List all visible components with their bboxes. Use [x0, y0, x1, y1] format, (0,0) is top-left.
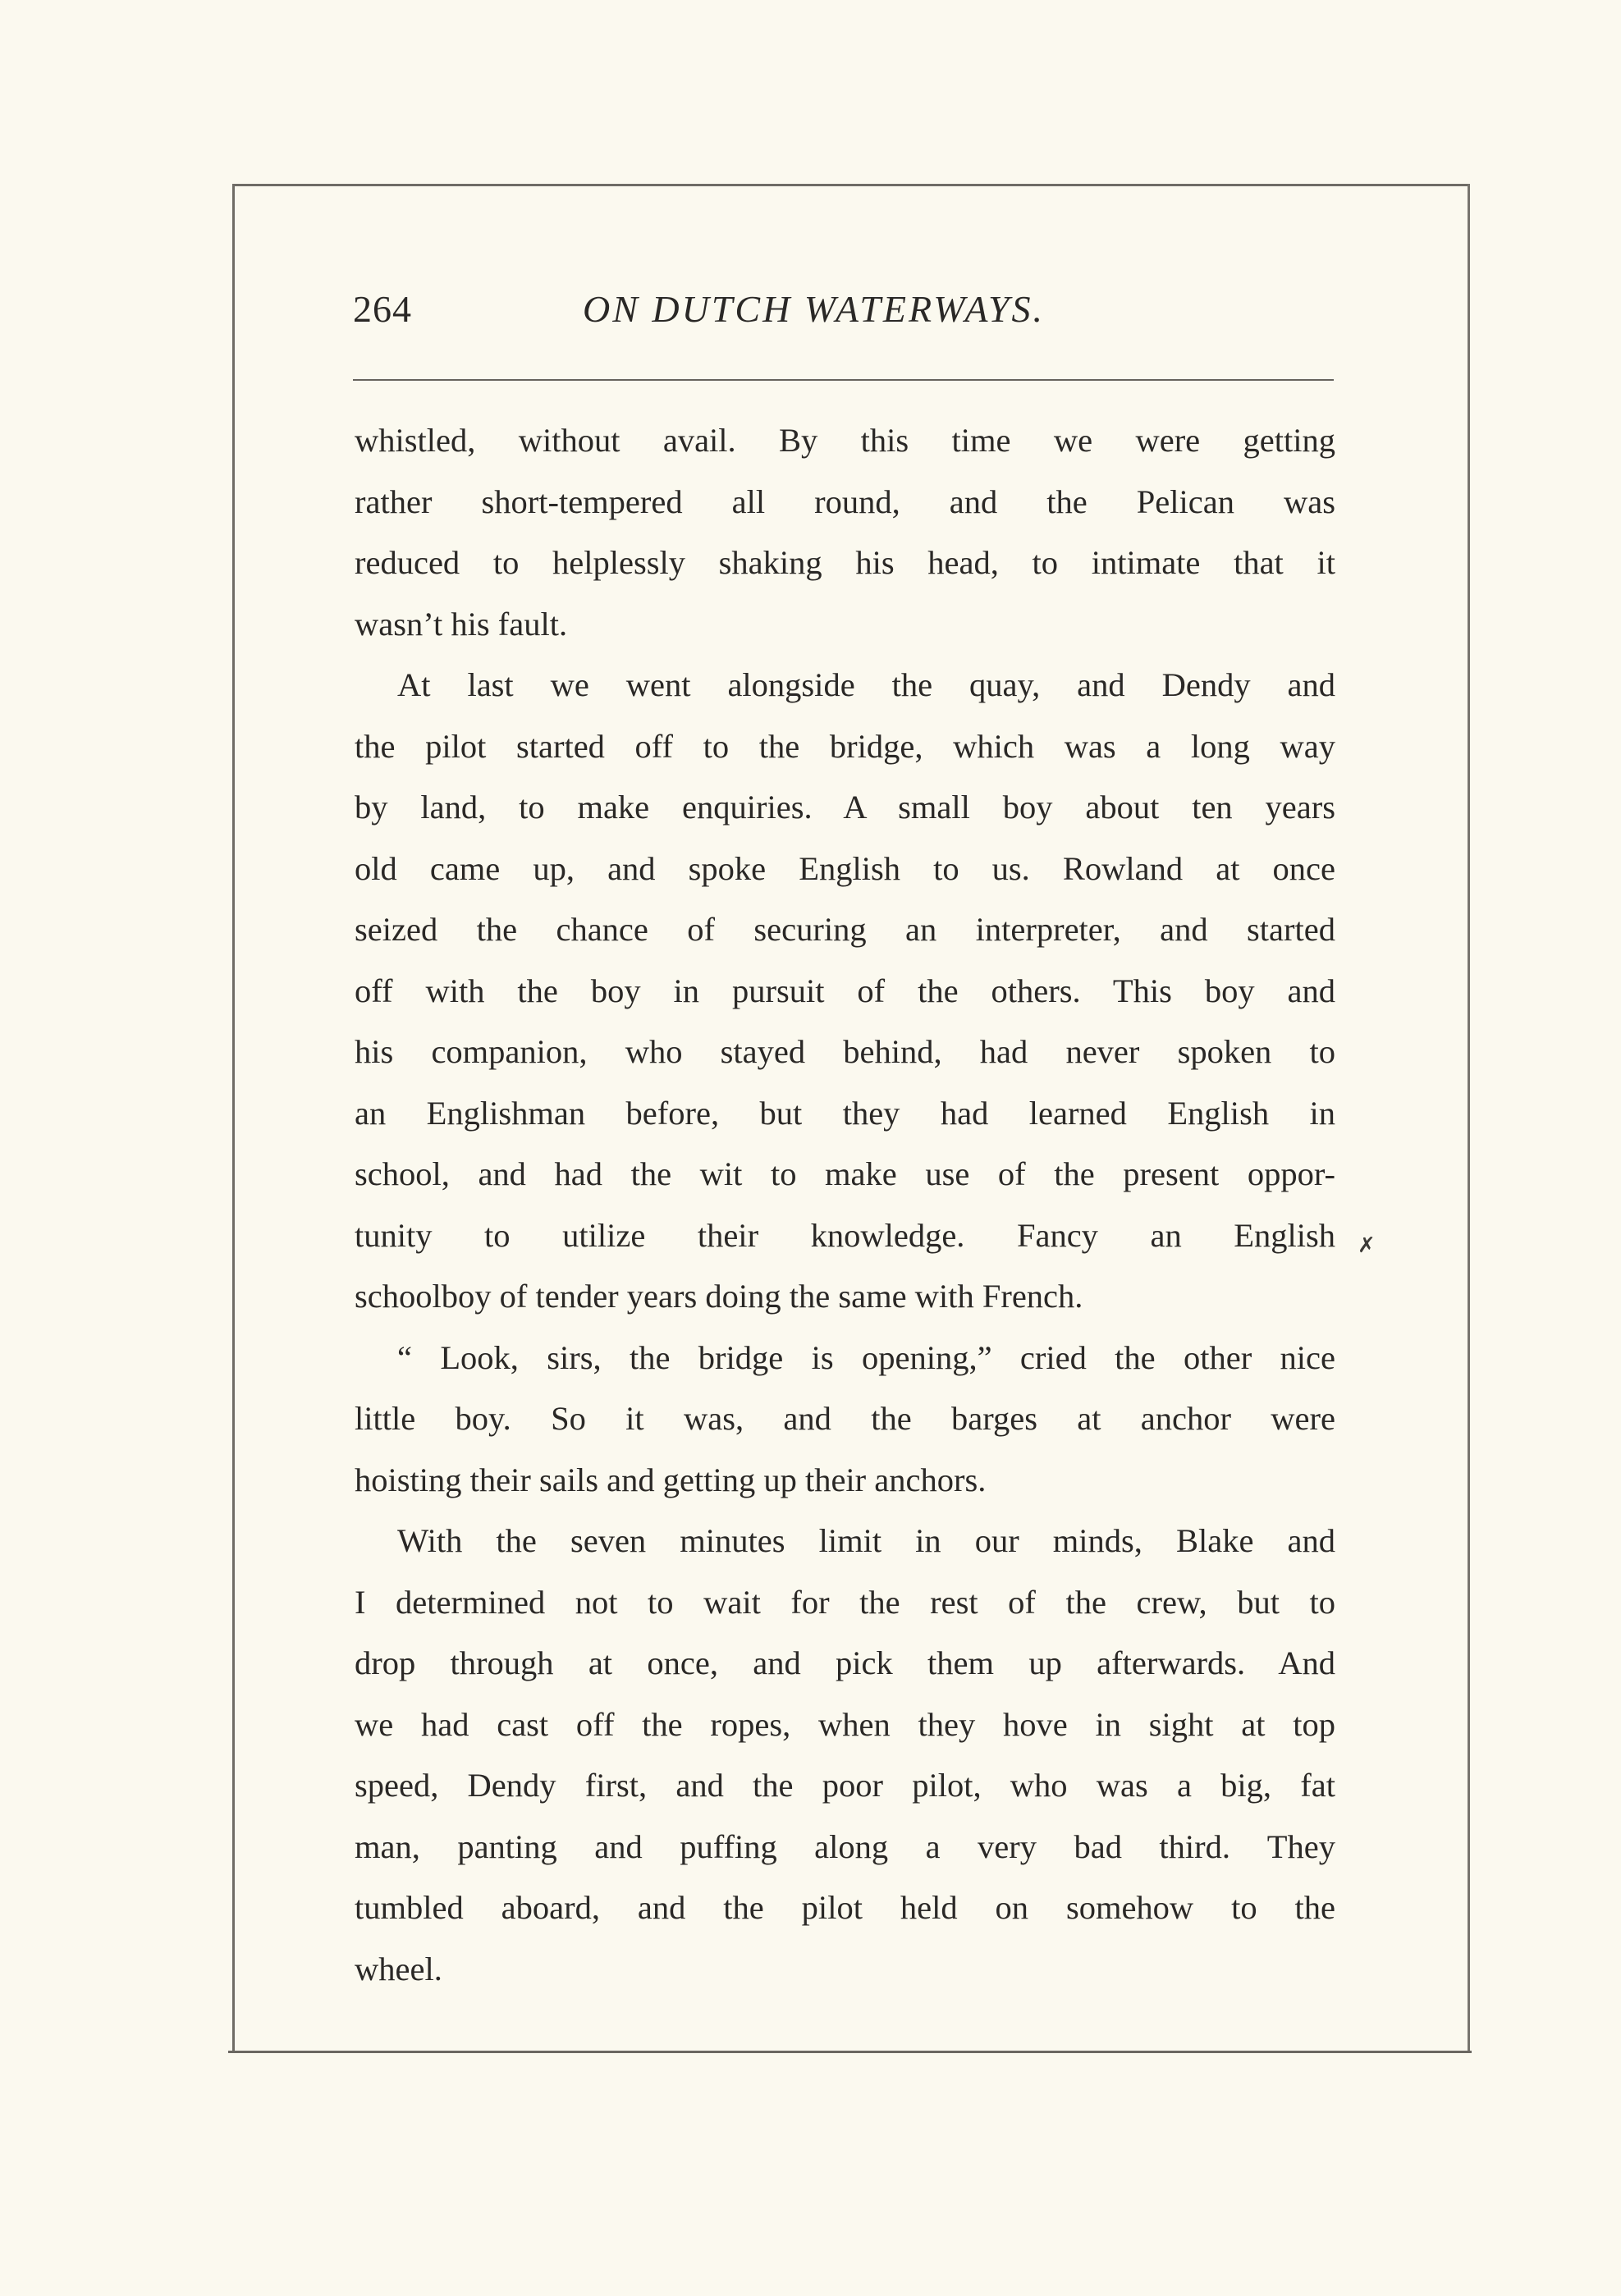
text-line: little boy. So it was, and the barges at anchor were	[355, 1400, 1335, 1437]
page-frame-top-border	[232, 184, 1470, 186]
text-line: the pilot started off to the bridge, which was a long way	[355, 727, 1335, 765]
text-line: speed, Dendy first, and the poor pilot, who was a big, fat	[355, 1767, 1335, 1804]
text-line: man, panting and puffing along a very bad third. They	[355, 1827, 1335, 1865]
text-line: whistled, without avail. By this time we were getting	[355, 422, 1335, 459]
text-line: reduced to helplessly shaking his head, to intimate that it	[355, 544, 1335, 581]
header-rule	[353, 379, 1334, 381]
text-line: old came up, and spoke English to us. Rowland at once	[355, 849, 1335, 887]
text-line: off with the boy in pursuit of the others. This boy and	[355, 972, 1335, 1009]
text-line: wheel.	[355, 1950, 442, 1987]
text-line: “ Look, sirs, the bridge is opening,” cried the other nice	[397, 1338, 1335, 1376]
text-line: drop through at once, and pick them up afterwards. And	[355, 1644, 1335, 1681]
text-line: wasn’t his fault.	[355, 605, 568, 643]
text-line: rather short-tempered all round, and the Pelican was	[355, 483, 1335, 520]
text-line: With the seven minutes limit in our minds, Blake and	[397, 1522, 1335, 1559]
page-frame-bottom-border	[228, 2051, 1472, 2053]
page-frame-left-border	[232, 184, 235, 2053]
text-line: seized the chance of securing an interpreter, and started	[355, 911, 1335, 948]
page-number: 264	[353, 288, 412, 330]
page-frame-right-border	[1468, 184, 1470, 2053]
running-title: ON DUTCH WATERWAYS.	[583, 288, 1046, 330]
text-line: hoisting their sails and getting up their anchors.	[355, 1461, 987, 1498]
text-line: school, and had the wit to make use of the present oppor-	[355, 1155, 1335, 1192]
text-line: his companion, who stayed behind, had never spoken to	[355, 1033, 1335, 1070]
text-line: schoolboy of tender years doing the same with French.	[355, 1278, 1083, 1315]
text-line: by land, to make enquiries. A small boy about ten years	[355, 789, 1335, 826]
page-header	[353, 287, 1334, 345]
text-line: At last we went alongside the quay, and Dendy and	[397, 666, 1335, 703]
body-text	[355, 410, 1335, 2000]
text-line: I determined not to wait for the rest of the crew, but to	[355, 1583, 1335, 1621]
text-line: we had cast off the ropes, when they hove in sight at top	[355, 1705, 1335, 1743]
margin-mark: ✗	[1358, 1233, 1376, 1257]
text-line: tunity to utilize their knowledge. Fancy an English	[355, 1216, 1335, 1254]
text-line: tumbled aboard, and the pilot held on somehow to the	[355, 1889, 1335, 1926]
text-line: an Englishman before, but they had learned English in	[355, 1094, 1335, 1132]
